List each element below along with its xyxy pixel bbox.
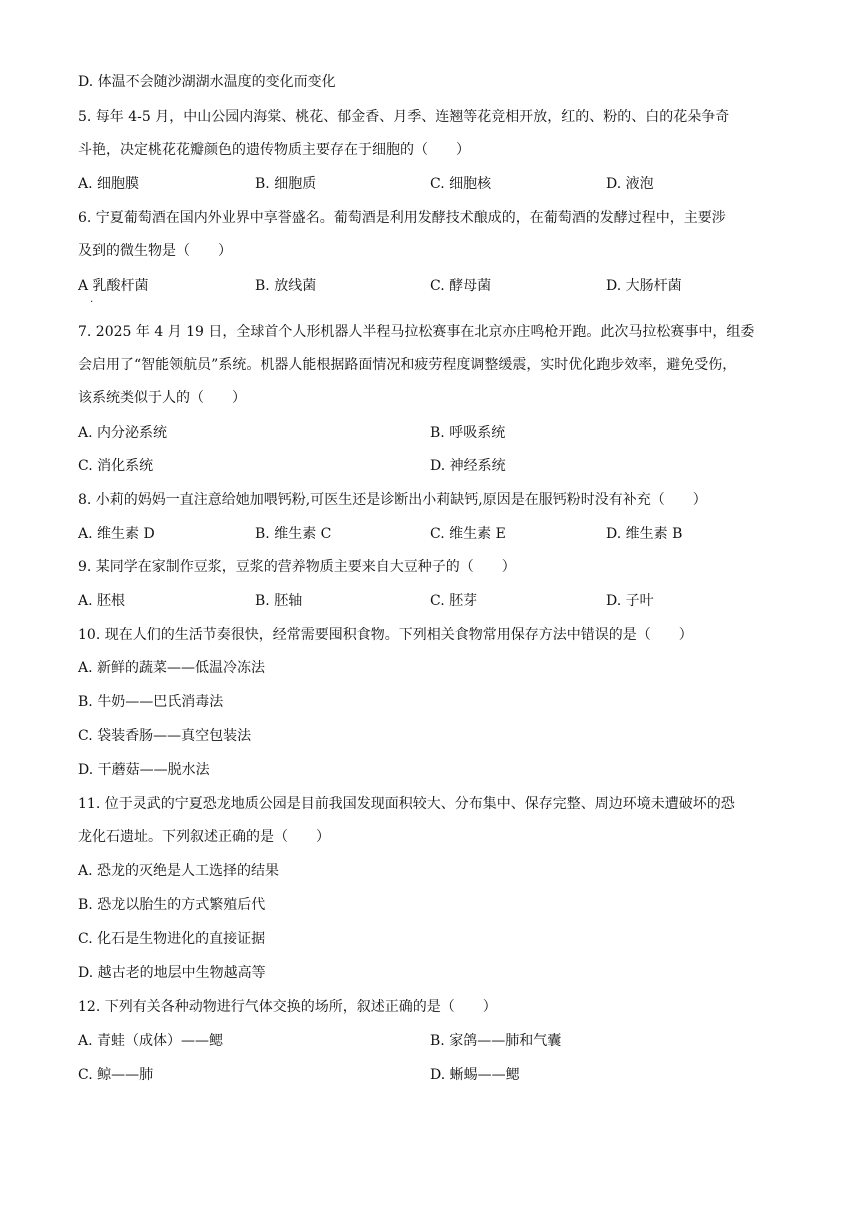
q7-stem-line-1: 7. 2025 年 4 月 19 日，全球首个人形机器人半程马拉松赛事在北京亦庄鸣枪开跑。此次马拉松赛事中，组委 (78, 324, 755, 340)
q10-option-c: C. 袋装香肠——真空包装法 (78, 728, 252, 744)
q12-option-b: B. 家鸽——肺和气囊 (430, 1033, 562, 1049)
q10-option-a: A. 新鲜的蔬菜——低温冷冻法 (78, 660, 266, 676)
q5-stem-line-1: 5. 每年 4-5 月，中山公园内海棠、桃花、郁金香、月季、连翘等花竞相开放，红的、粉的、白的花朵争奇 (78, 109, 730, 125)
q11-option-a: A. 恐龙的灭绝是人工选择的结果 (78, 863, 280, 879)
q11-option-b: B. 恐龙以胎生的方式繁殖后代 (78, 897, 266, 913)
q10-option-b: B. 牛奶——巴氏消毒法 (78, 694, 224, 710)
q5-option-b: B. 细胞质 (255, 176, 317, 192)
q9-option-d: D. 子叶 (606, 593, 654, 609)
q9-option-b: B. 胚轴 (255, 593, 303, 609)
q12-option-a: A. 青蛙（成体）——鳃 (78, 1033, 224, 1049)
q6-stem-line-1: 6. 宁夏葡萄酒在国内外业界中享誉盛名。葡萄酒是利用发酵技术酿成的，在葡萄酒的发酵过程中，主要涉 (78, 210, 726, 226)
q11-stem-line-1: 11. 位于灵武的宁夏恐龙地质公园是目前我国发现面积较大、分布集中、保存完整、周边环境未遭破坏的恐 (78, 796, 735, 812)
q9-option-a: A. 胚根 (78, 593, 126, 609)
q5-option-d: D. 液泡 (606, 176, 654, 192)
q5-stem-line-2: 斗艳，决定桃花花瓣颜色的遗传物质主要存在于细胞的（ ） (78, 142, 470, 158)
q7-option-b: B. 呼吸系统 (430, 425, 506, 441)
q8-option-d: D. 维生素 B (606, 526, 683, 542)
q12-option-c: C. 鲸——肺 (78, 1067, 154, 1083)
q6-option-c: C. 酵母菌 (430, 278, 492, 294)
q7-stem-line-3: 该系统类似于人的（ ） (78, 390, 246, 406)
q6-option-d: D. 大肠杆菌 (606, 278, 682, 294)
q12-option-d: D. 蜥蜴——鳃 (430, 1067, 520, 1083)
q8-option-a: A. 维生素 D (78, 526, 155, 542)
q10-stem: 10. 现在人们的生活节奏很快，经常需要囤积食物。下列相关食物常用保存方法中错误的是（ ） (78, 627, 693, 643)
q6-option-a-dot: . (90, 294, 94, 305)
q5-option-a: A. 细胞膜 (78, 176, 140, 192)
q11-stem-line-2: 龙化石遗址。下列叙述正确的是（ ） (78, 829, 330, 845)
q7-stem-line-2: 会启用了“智能领航员”系统。机器人能根据路面情况和疲劳程度调整缓震，实时优化跑步效率，避免受伤， (78, 357, 737, 373)
q7-option-d: D. 神经系统 (430, 458, 506, 474)
q9-option-c: C. 胚芽 (430, 593, 478, 609)
q4-option-d: D. 体温不会随沙湖湖水温度的变化而变化 (78, 74, 336, 90)
q11-option-c: C. 化石是生物进化的直接证据 (78, 931, 266, 947)
q8-option-c: C. 维生素 E (430, 526, 506, 542)
q12-stem: 12. 下列有关各种动物进行气体交换的场所，叙述正确的是（ ） (78, 999, 497, 1015)
q6-stem-line-2: 及到的微生物是（ ） (78, 243, 232, 259)
q11-option-d: D. 越古老的地层中生物越高等 (78, 965, 266, 981)
q7-option-c: C. 消化系统 (78, 458, 154, 474)
q8-stem: 8. 小莉的妈妈一直注意给她加喂钙粉,可医生还是诊断出小莉缺钙,原因是在服钙粉时没有补充（ ） (78, 492, 707, 508)
q6-option-a: A 乳酸杆菌 (78, 278, 149, 294)
q10-option-d: D. 干蘑菇——脱水法 (78, 762, 210, 778)
q9-stem: 9. 某同学在家制作豆浆，豆浆的营养物质主要来自大豆种子的（ ） (78, 559, 516, 575)
q8-option-b: B. 维生素 C (255, 526, 332, 542)
q7-option-a: A. 内分泌系统 (78, 425, 168, 441)
q6-option-b: B. 放线菌 (255, 278, 317, 294)
q5-option-c: C. 细胞核 (430, 176, 492, 192)
